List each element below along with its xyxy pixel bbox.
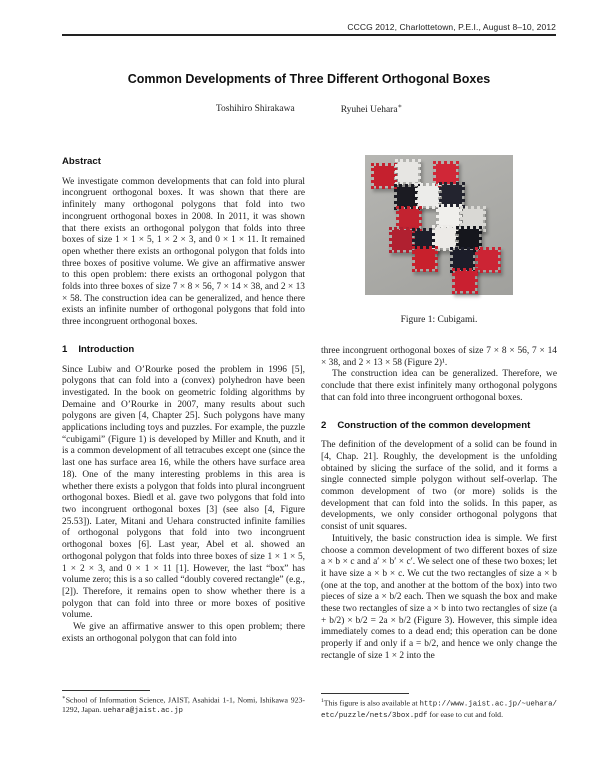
right-footnote-rule — [321, 693, 409, 694]
footnote-text-after: for ease to cut and fold. — [427, 710, 504, 720]
paper-title: Common Developments of Three Different Orthogonal Boxes — [127, 72, 491, 86]
author-1-text: Toshihiro Shirakawa — [215, 104, 295, 115]
section-1-heading — [62, 344, 305, 356]
section-1-title: Introduction — [78, 343, 135, 355]
figure1-caption: Figure 1: Cubigami. — [400, 315, 478, 325]
intro-paragraph-2: We give an affirmative answer to this open problem; there exists an orthogonal polygon that can fold into — [62, 622, 305, 644]
author-footnote-marker: ∗ — [397, 103, 403, 110]
right-footnote-text — [321, 697, 557, 722]
affiliation-text: School of Information Science, JAIST, Asahidai 1-1, Nomi, Ishikawa 923-1292, Japan. — [62, 695, 305, 715]
author-block — [62, 102, 556, 115]
left-footnote-text — [62, 694, 305, 717]
figure1-photo — [365, 155, 513, 295]
header-rule — [62, 34, 556, 36]
puzzle-tile — [412, 246, 438, 272]
puzzle-tile — [395, 159, 421, 185]
author-name-2 — [341, 102, 402, 115]
author-name-1 — [216, 102, 295, 115]
left-column — [62, 156, 305, 690]
right-footnote — [321, 693, 557, 722]
conference-header: CCCG 2012, Charlottetown, P.E.I., August 8–10, 2012 — [347, 22, 556, 32]
section-2-title: Construction of the common development — [337, 419, 531, 431]
section-2-number: 2 — [321, 419, 327, 431]
development-definition-paragraph: The definition of the development of a solid can be found in [4, Chap. 21]. Roughly, the development is the unfolding obtained by slicing the surface of the solid, and it forms a single connected simple polygon without self-overlap. The common development of two (or more) solids is the development that can fold into the solids. In this paper, as developments, we only consider orthogonal polygons that consist of unit squares. — [321, 440, 557, 533]
right-footnote-marker: 1 — [321, 698, 324, 704]
continuation-paragraph: three incongruent orthogonal boxes of size 7 × 8 × 56, 7 × 14 × 38, and 2 × 13 × 58 (Figure 2)¹. — [321, 346, 557, 368]
abstract-heading: Abstract — [62, 156, 101, 167]
construction-idea-paragraph: Intuitively, the basic construction idea is simple. We first choose a common development of two different boxes of size a × b × c and a′ × b′ × c′. We select one of these two boxes; let it have size a × b × c. We cut the two rectangles of size a × b (one at the top, and another at the bottom of the box) into two pieces of size a × b/2 each. Then we squash the box and make these two rectangles of size a × b into two rectangles of size (a + b/2) × b/2 = 2a × b/2 (Figure 3). However, this simple idea immediately comes to a dead end; this operation can be done properly if and only if a = b/2, and hence we only change the rectangle of size 1 × 2 into the — [321, 533, 557, 661]
intro-paragraph-1: Since Lubiw and O’Rourke posed the problem in 1996 [5], polygons that can fold into a (convex) polyhedron have been investigated. In the book on geometric folding algorithms by Demaine and O’Rourke in 2007, many results about such polygons are given [4, Chapter 25]. Such polygons have many applications including toys and puzzles. For example, the puzzle “cubigami” (Figure 1) is developed by Miller and Knuth, and it is a common development of all tetracubes except one (since the last one has surface area 16, while the others have surface area 18). One of the many interesting problems in this area is whether there exists a polygon that folds into plural incongruent orthogonal boxes. Biedl et al. gave two polygons that fold into two incongruent orthogonal boxes [3] (see also [4, Figure 25.53]). Later, Mitani and Uehara constructed infinite families of orthogonal polygons that fold into two incongruent orthogonal boxes [6]. Last year, Abel et al. showed an orthogonal polygon that folds into three boxes of size 1 × 1 × 5, 1 × 2 × 3, and 0 × 1 × 11 [1]. However, the last “box” has volume zero; this is a so called “doubly covered rectangle” (e.g., [2]). Therefore, it remains open to show whether there is a polygon that can fold into three or more boxes of positive volume. — [62, 364, 305, 621]
section-2-heading — [321, 420, 557, 432]
figure-url-link[interactable]: http://www.jaist.ac.jp/~uehara/etc/puzzle/nets/3box.pdf — [321, 700, 557, 721]
abstract-text: We investigate common developments that can fold into plural incongruent orthogonal boxes. It was shown that there are infinitely many orthogonal polygons that fold into two incongruent orthogonal boxes in 2008. In 2011, it was shown that there exists an orthogonal polygon that folds into three boxes of size 1 × 1 × 5, 1 × 2 × 3, and 0 × 1 × 11. It remained open whether there exists an orthogonal polygon that folds into three boxes of positive volume. We give an affirmative answer to this open problem: there exists an orthogonal polygon that folds into three boxes of size 7 × 8 × 56, 7 × 14 × 38, and 2 × 13 × 58. The construction idea can be generalized, and hence there exists an infinite number of orthogonal polygons that fold into three incongruent orthogonal boxes. — [62, 176, 305, 328]
puzzle-tile — [475, 247, 501, 273]
puzzle-tile — [452, 268, 478, 294]
left-footnote-rule — [62, 690, 150, 691]
email-link[interactable]: uehara@jaist.ac.jp — [103, 707, 183, 716]
section-1-number: 1 — [62, 343, 68, 355]
author-2-text: Ryuhei Uehara — [340, 105, 398, 116]
generalization-paragraph: The construction idea can be generalized. Therefore, we conclude that there exist infinitely many orthogonal polygons that can fold into three incongruent orthogonal boxes. — [321, 369, 557, 403]
footnote-text-before: This figure is also available at — [323, 698, 420, 708]
right-column — [321, 346, 557, 690]
left-footnote — [62, 690, 305, 717]
left-footnote-marker: ∗ — [62, 695, 66, 701]
